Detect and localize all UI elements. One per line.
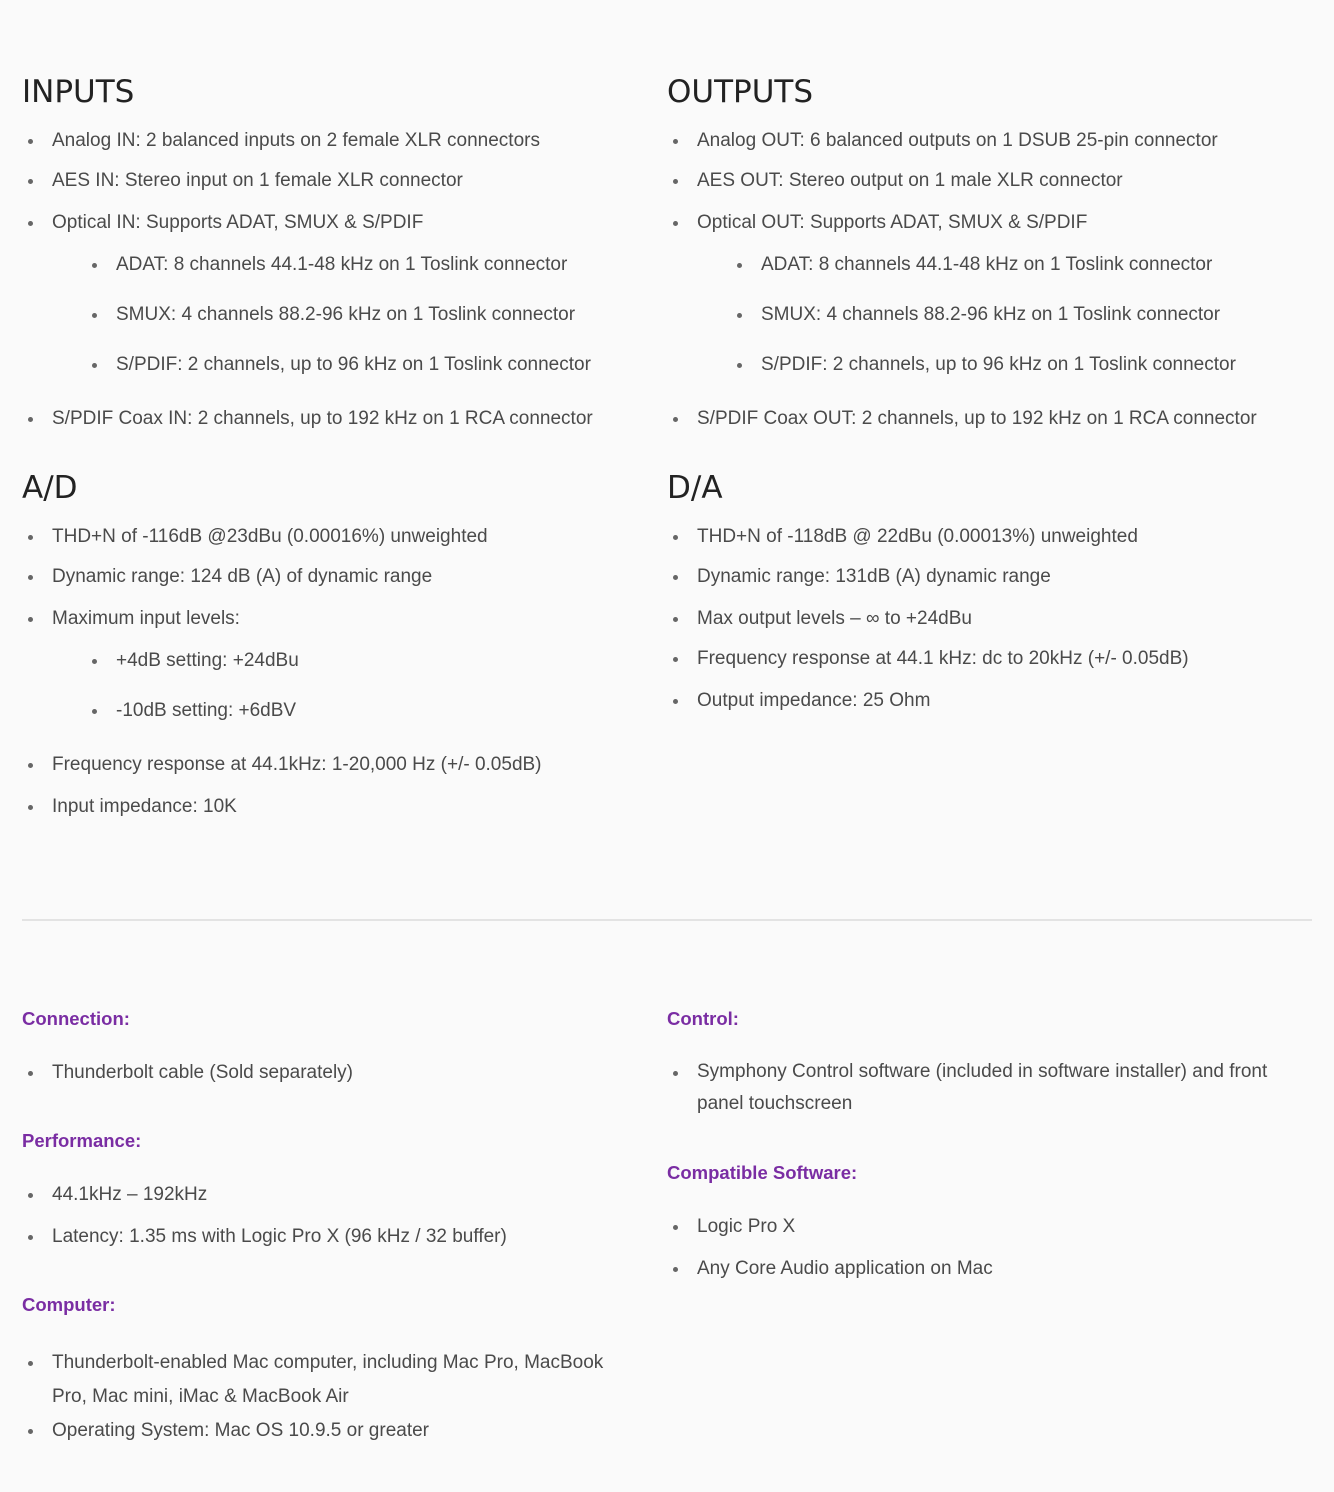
list-item: AES OUT: Stereo output on 1 male XLR connector bbox=[667, 170, 1123, 192]
list-item: THD+N of -118dB @ 22dBu (0.00013%) unweighted bbox=[667, 526, 1138, 548]
list-item: Operating System: Mac OS 10.9.5 or greater bbox=[22, 1420, 429, 1442]
connection-heading: Connection: bbox=[22, 1008, 130, 1029]
sub-list-item: SMUX: 4 channels 88.2-96 kHz on 1 Toslink connector bbox=[667, 304, 1220, 326]
list-item: Analog IN: 2 balanced inputs on 2 female XLR connectors bbox=[22, 130, 540, 152]
list-item: Frequency response at 44.1kHz: 1-20,000 Hz (+/- 0.05dB) bbox=[22, 754, 542, 776]
list-item: Max output levels – ∞ to +24dBu bbox=[667, 608, 972, 630]
compatible-software-heading: Compatible Software: bbox=[667, 1162, 858, 1183]
computer-heading: Computer: bbox=[22, 1294, 116, 1315]
list-item: Analog OUT: 6 balanced outputs on 1 DSUB 25-pin connector bbox=[667, 130, 1218, 152]
list-item: Thunderbolt-enabled Mac computer, including Mac Pro, MacBook Pro, Mac mini, iMac & MacBook Air bbox=[22, 1346, 632, 1414]
list-item: Dynamic range: 124 dB (A) of dynamic range bbox=[22, 566, 432, 588]
sub-list-item: -10dB setting: +6dBV bbox=[22, 700, 296, 722]
sub-list-item: ADAT: 8 channels 44.1-48 kHz on 1 Toslink connector bbox=[667, 254, 1212, 276]
section-divider bbox=[22, 919, 1312, 921]
list-item: S/PDIF Coax IN: 2 channels, up to 192 kHz on 1 RCA connector bbox=[22, 408, 593, 430]
ad-heading: A/D bbox=[22, 470, 78, 506]
sub-list-item: ADAT: 8 channels 44.1-48 kHz on 1 Toslink connector bbox=[22, 254, 567, 276]
control-heading: Control: bbox=[667, 1008, 739, 1029]
sub-list-item: S/PDIF: 2 channels, up to 96 kHz on 1 Toslink connector bbox=[667, 354, 1236, 376]
list-item: Frequency response at 44.1 kHz: dc to 20kHz (+/- 0.05dB) bbox=[667, 648, 1189, 670]
list-item: Symphony Control software (included in software installer) and front panel touchscreen bbox=[667, 1056, 1297, 1120]
list-item: Thunderbolt cable (Sold separately) bbox=[22, 1062, 353, 1084]
list-item: Logic Pro X bbox=[667, 1216, 795, 1238]
sub-list-item: S/PDIF: 2 channels, up to 96 kHz on 1 Toslink connector bbox=[22, 354, 591, 376]
list-item: Dynamic range: 131dB (A) dynamic range bbox=[667, 566, 1051, 588]
sub-list-item: SMUX: 4 channels 88.2-96 kHz on 1 Toslink connector bbox=[22, 304, 575, 326]
list-item: Input impedance: 10K bbox=[22, 796, 237, 818]
list-item: 44.1kHz – 192kHz bbox=[22, 1184, 207, 1206]
inputs-heading: INPUTS bbox=[22, 74, 135, 110]
list-item: Optical OUT: Supports ADAT, SMUX & S/PDIF bbox=[667, 212, 1087, 234]
list-item: Optical IN: Supports ADAT, SMUX & S/PDIF bbox=[22, 212, 423, 234]
outputs-heading: OUTPUTS bbox=[667, 74, 814, 110]
list-item: Maximum input levels: bbox=[22, 608, 240, 630]
list-item: THD+N of -116dB @23dBu (0.00016%) unweighted bbox=[22, 526, 488, 548]
performance-heading: Performance: bbox=[22, 1130, 142, 1151]
da-heading: D/A bbox=[667, 470, 723, 506]
list-item: Latency: 1.35 ms with Logic Pro X (96 kHz / 32 buffer) bbox=[22, 1226, 507, 1248]
list-item: AES IN: Stereo input on 1 female XLR connector bbox=[22, 170, 463, 192]
list-item: Any Core Audio application on Mac bbox=[667, 1258, 993, 1280]
list-item: S/PDIF Coax OUT: 2 channels, up to 192 kHz on 1 RCA connector bbox=[667, 408, 1257, 430]
list-item: Output impedance: 25 Ohm bbox=[667, 690, 930, 712]
sub-list-item: +4dB setting: +24dBu bbox=[22, 650, 299, 672]
